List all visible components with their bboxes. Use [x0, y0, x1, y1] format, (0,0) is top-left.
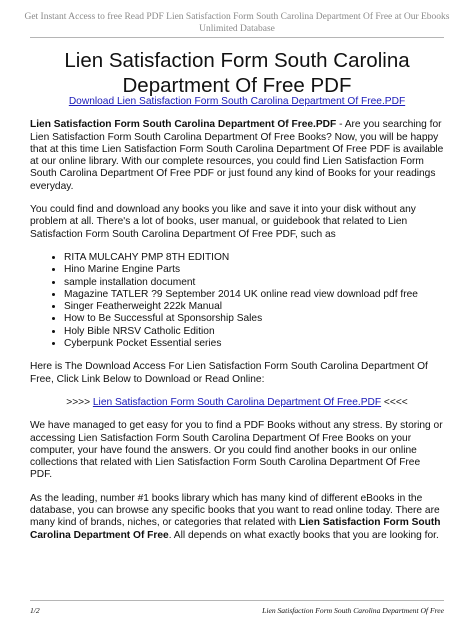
header-divider: [30, 37, 444, 38]
library-text-after: . All depends on what exactly books that you are looking for.: [168, 529, 439, 541]
page-number: 1/2: [30, 606, 40, 615]
intro-text: - Are you searching for Lien Satisfaction Form South Carolina Department Of Free Books? Now, you will be happy that at this time Lien Satisfaction Form South Carolina Department Of Free PDF is available at our online library. With our complete resources, you could find Lien Satisfaction Form South Carolina Department Of Free PDF or just found any kind of Books for your readings everyday.: [30, 119, 444, 192]
download-access-paragraph: Here is The Download Access For Lien Satisfaction Form South Carolina Department Of Free, Click Link Below to Download or Read Online:: [30, 361, 428, 385]
access-link-paragraph: [30, 397, 444, 409]
list-item: • Singer Featherweight 222k Manual: [64, 301, 444, 313]
header-line-1: Get Instant Access to free Read PDF Lien Satisfaction Form South Carolina Department Of Free at Our Ebooks: [24, 12, 450, 22]
page-header: [0, 11, 474, 35]
library-bold-title: Lien Satisfaction Form South Carolina Department Of Free: [30, 517, 441, 541]
intro-paragraph: [30, 119, 444, 193]
library-text-before: As the leading, number #1 books library which has many kind of different eBooks in the database, you can browse any specific books that you want to read online today. There are many kind of brands, niches, or categories that related with: [30, 492, 440, 529]
page-title: [30, 48, 444, 98]
access-link-prefix: >>>>: [66, 396, 93, 408]
list-item: • sample installation document: [64, 277, 444, 289]
list-item: • Holy Bible NRSV Catholic Edition: [64, 326, 444, 338]
access-link-suffix: <<<<: [381, 396, 408, 408]
download-link[interactable]: Download Lien Satisfaction Form South Carolina Department Of Free.PDF: [68, 96, 406, 107]
title-line-2: Department Of Free PDF: [122, 74, 352, 97]
managed-paragraph: We have managed to get easy for you to find a PDF Books without any stress. By storing or accessing Lien Satisfaction Form South Carolina Department Of Free Books on your computer, your have found the answers. Or you could find another books in our online collections that related with Lien Satisfaction Form South Carolina Department Of Free PDF.: [30, 420, 443, 481]
book-list: [30, 252, 444, 350]
access-link[interactable]: Lien Satisfaction Form South Carolina Department Of Free.PDF: [92, 396, 382, 408]
list-item: • Hino Marine Engine Parts: [64, 264, 444, 276]
header-line-2: Unlimited Database: [199, 24, 275, 34]
library-paragraph: [30, 493, 444, 542]
intro-bold-title: Lien Satisfaction Form South Carolina Department Of Free.PDF: [30, 119, 337, 131]
list-item: • Cyberpunk Pocket Essential series: [64, 338, 444, 350]
related-books-paragraph: You could find and download any books you like and save it into your disk without any problem at all. There's a lot of books, user manual, or guidebook that related to Lien Satisfaction Form South Carolina Department Of Free PDF, such as: [30, 204, 416, 240]
list-item: • RITA MULCAHY PMP 8TH EDITION: [64, 252, 444, 264]
footer-divider: [30, 600, 444, 601]
download-link-paragraph: [30, 96, 444, 108]
footer-title: Lien Satisfaction Form South Carolina Department Of Free: [262, 606, 444, 615]
list-item: • Magazine TATLER ?9 September 2014 UK online read view download pdf free: [64, 289, 444, 301]
title-line-1: Lien Satisfaction Form South Carolina: [64, 49, 410, 72]
list-item: • How to Be Successful at Sponsorship Sales: [64, 313, 444, 325]
document-body: [30, 96, 444, 553]
